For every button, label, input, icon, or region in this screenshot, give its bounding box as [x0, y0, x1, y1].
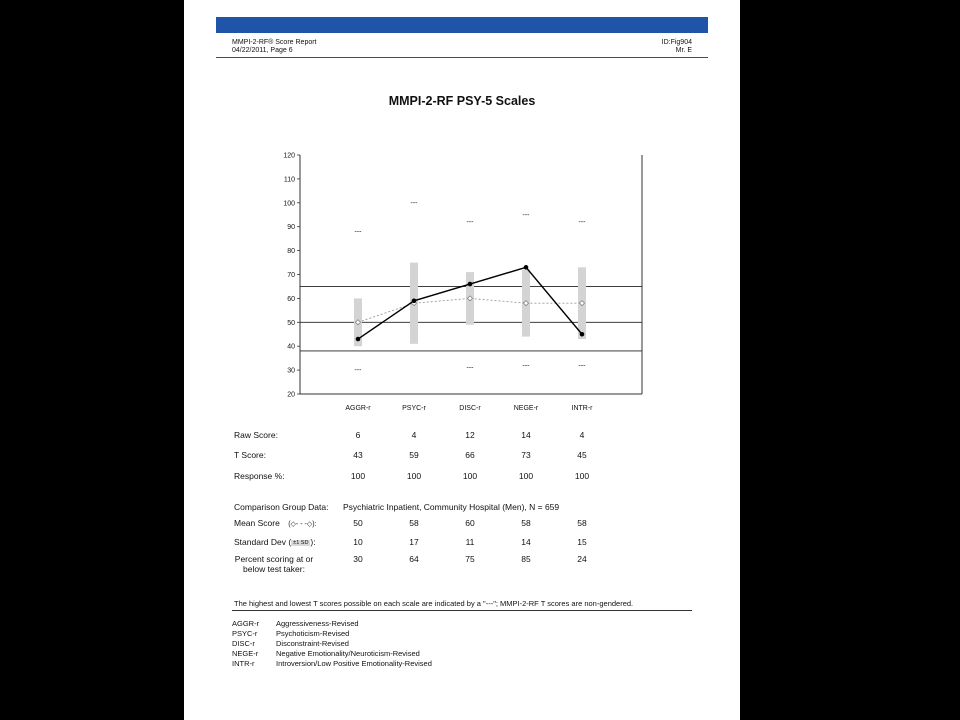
t-score-cell: 43 — [353, 450, 363, 460]
abbreviation-description: Psychoticism-Revised — [276, 629, 350, 638]
percent-cell: 75 — [465, 554, 475, 564]
report-page — [184, 0, 740, 720]
report-id: ID:Fig904 — [661, 39, 692, 46]
raw-score-cell: 4 — [411, 430, 417, 440]
abbreviation-code: AGGR-r — [232, 619, 260, 628]
sd-legend-icon: ±1 SD — [293, 539, 309, 546]
y-tick-label: 90 — [287, 224, 295, 232]
response-cell: 100 — [406, 471, 422, 481]
abbreviation-item — [232, 659, 432, 668]
standard-dev-cell: 14 — [521, 537, 531, 547]
mean-score-cell: 58 — [409, 518, 419, 528]
t-score-point — [412, 298, 417, 303]
footnote-rule — [232, 610, 692, 611]
comparison-value: Psychiatric Inpatient, Community Hospital (Men), N = 659 — [343, 502, 560, 512]
standard-dev-cell: 15 — [577, 537, 587, 547]
category-label: NEGE-r — [513, 405, 539, 412]
mean-label-text: Mean Score — [234, 518, 280, 528]
category-label: DISC-r — [459, 405, 481, 412]
raw-score-cell: 4 — [579, 430, 585, 440]
raw-score-cell: 14 — [521, 430, 531, 440]
response-label: Response %: — [234, 471, 285, 481]
percent-cell: 24 — [577, 554, 587, 564]
comparison-label: Comparison Group Data: — [234, 502, 329, 512]
percent-label — [234, 554, 314, 574]
sd-label-suffix: ): — [310, 537, 316, 547]
t-score-point — [524, 265, 529, 270]
abbreviation-code: NEGE-r — [232, 649, 259, 658]
y-tick-label: 30 — [287, 367, 295, 375]
report-date-page: 04/22/2011, Page 6 — [232, 47, 293, 54]
abbreviation-description: Disconstraint-Revised — [276, 639, 349, 648]
y-tick-label: 20 — [287, 391, 295, 399]
percent-cell: 64 — [409, 554, 419, 564]
max-possible-marker: --- — [354, 228, 362, 236]
abbreviation-code: DISC-r — [232, 639, 255, 648]
standard-dev-cell: 17 — [409, 537, 419, 547]
report-title: MMPI-2-RF® Score Report — [232, 39, 317, 46]
y-tick-label: 80 — [287, 248, 295, 256]
y-tick-label: 120 — [283, 152, 295, 160]
max-possible-marker: --- — [578, 218, 586, 226]
t-score-cell: 73 — [521, 450, 531, 460]
min-possible-marker: --- — [466, 364, 474, 372]
t-score-cell: 45 — [577, 450, 587, 460]
t-score-label: T Score: — [234, 450, 266, 460]
footnote: The highest and lowest T scores possible on each scale are indicated by a "---"; MMPI-2-RF T scores are non-gendered. — [234, 599, 634, 608]
y-tick-label: 110 — [283, 176, 295, 184]
mean-score-label — [234, 518, 316, 528]
client-name: Mr. E — [675, 47, 692, 54]
abbreviation-description: Negative Emotionality/Neuroticism-Revised — [276, 649, 420, 658]
t-score-point — [580, 332, 585, 337]
abbreviation-code: PSYC-r — [232, 629, 258, 638]
abbreviation-item — [232, 639, 349, 648]
y-tick-label: 70 — [287, 272, 295, 279]
standard-dev-cell: 11 — [465, 537, 475, 547]
percent-cell: 30 — [353, 554, 363, 564]
min-possible-marker: --- — [522, 362, 530, 370]
sd-label-text: Standard Dev ( — [234, 537, 292, 547]
abbreviation-description: Introversion/Low Positive Emotionality-Revised — [276, 659, 432, 668]
response-cell: 100 — [518, 471, 534, 481]
min-possible-marker: --- — [578, 362, 586, 370]
t-score-point — [356, 337, 361, 342]
percent-label-1: Percent scoring at or — [234, 554, 314, 564]
max-possible-marker: --- — [410, 199, 418, 207]
standard-dev-label — [234, 537, 316, 547]
percent-cell: 85 — [521, 554, 531, 564]
y-tick-label: 100 — [283, 200, 295, 208]
standard-dev-cell: 10 — [353, 537, 363, 547]
y-tick-label: 40 — [287, 343, 295, 351]
max-possible-marker: --- — [522, 211, 530, 219]
t-score-cell: 59 — [409, 450, 419, 460]
y-tick-label: 60 — [287, 295, 295, 303]
response-cell: 100 — [574, 471, 590, 481]
t-score-cell: 66 — [465, 450, 475, 460]
raw-score-label: Raw Score: — [234, 430, 278, 440]
raw-score-cell: 12 — [465, 430, 475, 440]
mean-score-cell: 50 — [353, 518, 363, 528]
min-possible-marker: --- — [354, 367, 362, 375]
psy5-chart — [184, 0, 740, 420]
category-label: PSYC-r — [402, 405, 426, 412]
mean-score-cell: 58 — [577, 518, 587, 528]
y-tick-label: 50 — [287, 319, 295, 327]
mean-score-cell: 58 — [521, 518, 531, 528]
raw-score-cell: 6 — [355, 430, 361, 440]
category-label: AGGR-r — [345, 405, 371, 412]
abbreviation-item — [232, 629, 349, 638]
abbreviation-item — [232, 619, 359, 628]
abbreviation-item — [232, 649, 420, 658]
response-cell: 100 — [462, 471, 478, 481]
response-cell: 100 — [350, 471, 366, 481]
percent-label-2: below test taker: — [243, 564, 305, 574]
chart-title: MMPI-2-RF PSY-5 Scales — [388, 94, 536, 108]
abbreviation-description: Aggressiveness-Revised — [276, 619, 359, 628]
mean-legend-icon: (◇- - -◇): — [288, 521, 317, 528]
max-possible-marker: --- — [466, 218, 474, 226]
category-label: INTR-r — [571, 405, 593, 412]
mean-score-cell: 60 — [465, 518, 475, 528]
abbreviation-code: INTR-r — [232, 659, 255, 668]
t-score-point — [468, 282, 473, 287]
